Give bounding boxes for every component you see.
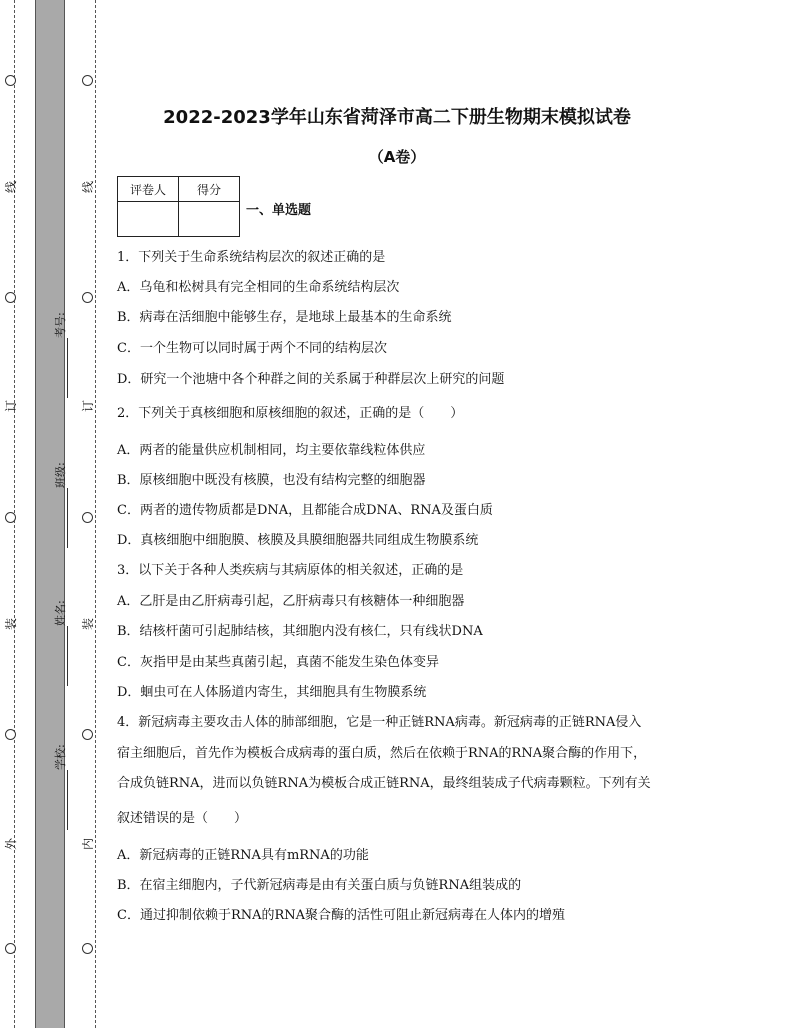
field-school (52, 744, 68, 832)
margin-char-ding-inner: 订 (81, 399, 96, 413)
grader-cell[interactable] (118, 202, 179, 237)
binding-hole-icon (5, 729, 16, 740)
question-2-option-a: A．两者的能量供应机制相同，均主要依靠线粒体供应 (117, 443, 426, 458)
field-name (52, 600, 68, 688)
field-label: 班级: (54, 462, 67, 488)
margin-char-xian-outer: 线 (4, 180, 19, 194)
field-exam-number (52, 312, 68, 400)
question-3-stem: 3．以下关于各种人类疾病与其病原体的相关叙述，正确的是 (117, 563, 464, 578)
binding-hole-icon (82, 729, 93, 740)
question-2-stem: 2．下列关于真核细胞和原核细胞的叙述，正确的是（ ） (117, 406, 464, 421)
field-class (52, 462, 68, 550)
question-1-option-a: A．乌龟和松树具有完全相同的生命系统结构层次 (117, 280, 400, 295)
question-4-stem-line-1: 4．新冠病毒主要攻击人体的肺部细胞，它是一种正链RNA病毒。新冠病毒的正链RNA侵入 (117, 715, 642, 730)
question-2-option-c: C．两者的遗传物质都是DNA，且都能合成DNA、RNA及蛋白质 (117, 503, 493, 518)
page-title: 2022-2023学年山东省菏泽市高二下册生物期末模拟试卷 (163, 107, 631, 128)
question-3-option-b: B．结核杆菌可引起肺结核，其细胞内没有核仁，只有线状DNA (117, 624, 483, 639)
binding-hole-icon (5, 75, 16, 86)
question-2-option-b: B．原核细胞中既没有核膜，也没有结构完整的细胞器 (117, 473, 426, 488)
binding-hole-icon (5, 943, 16, 954)
margin-char-ding-outer: 订 (4, 399, 19, 413)
score-table (117, 176, 240, 237)
exam-number-blank[interactable] (57, 338, 68, 398)
binding-hole-icon (82, 943, 93, 954)
binding-hole-icon (5, 292, 16, 303)
field-label: 学校: (54, 744, 67, 770)
question-4-option-a: A．新冠病毒的正链RNA具有mRNA的功能 (117, 848, 369, 863)
field-label: 姓名: (54, 600, 67, 626)
margin-char-zhuang-outer: 装 (4, 617, 19, 631)
margin-char-xian-inner: 线 (81, 180, 96, 194)
question-1-option-d: D．研究一个池塘中各个种群之间的关系属于种群层次上研究的问题 (117, 372, 505, 387)
question-2-option-d: D．真核细胞中细胞膜、核膜及具膜细胞器共同组成生物膜系统 (117, 533, 479, 548)
question-4-stem-line-2: 宿主细胞后，首先作为模板合成病毒的蛋白质，然后在依赖于RNA的RNA聚合酶的作用下， (117, 746, 647, 761)
score-cell[interactable] (179, 202, 240, 237)
class-blank[interactable] (57, 488, 68, 548)
question-4-stem-line-4: 叙述错误的是（ ） (117, 811, 248, 826)
question-1-stem: 1．下列关于生命系统结构层次的叙述正确的是 (117, 250, 386, 265)
binding-hole-icon (82, 292, 93, 303)
question-4-option-c: C．通过抑制依赖于RNA的RNA聚合酶的活性可阻止新冠病毒在人体内的增殖 (117, 908, 566, 923)
score-header: 得分 (179, 177, 240, 202)
question-3-option-d: D．蛔虫可在人体肠道内寄生，其细胞具有生物膜系统 (117, 685, 427, 700)
name-blank[interactable] (57, 626, 68, 686)
question-3-option-a: A．乙肝是由乙肝病毒引起，乙肝病毒只有核糖体一种细胞器 (117, 594, 465, 609)
margin-char-nei: 内 (81, 837, 96, 851)
section-heading: 一、单选题 (246, 203, 312, 218)
margin-char-zhuang-inner: 装 (81, 617, 96, 631)
margin-char-wai: 外 (4, 837, 19, 851)
question-4-option-b: B．在宿主细胞内，子代新冠病毒是由有关蛋白质与负链RNA组装成的 (117, 878, 522, 893)
binding-hole-icon (82, 512, 93, 523)
binding-hole-icon (82, 75, 93, 86)
school-blank[interactable] (57, 770, 68, 830)
question-3-option-c: C．灰指甲是由某些真菌引起，真菌不能发生染色体变异 (117, 655, 439, 670)
question-1-option-c: C．一个生物可以同时属于两个不同的结构层次 (117, 341, 387, 356)
binding-hole-icon (5, 512, 16, 523)
question-4-stem-line-3: 合成负链RNA，进而以负链RNA为模板合成正链RNA，最终组装成子代病毒颗粒。下列有关 (117, 776, 651, 791)
question-1-option-b: B．病毒在活细胞中能够生存，是地球上最基本的生命系统 (117, 310, 452, 325)
grader-header: 评卷人 (118, 177, 179, 202)
page-subtitle: （A卷） (368, 148, 426, 166)
field-label: 考号: (54, 312, 67, 338)
